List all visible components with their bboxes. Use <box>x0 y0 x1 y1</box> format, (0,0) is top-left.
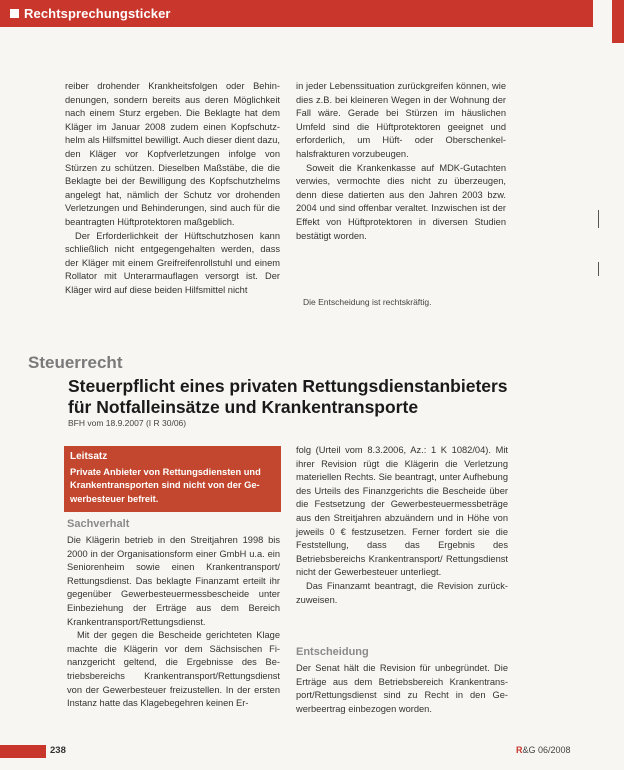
sachverhalt-heading: Sachverhalt <box>67 518 130 530</box>
corner-strip <box>612 0 624 43</box>
court-reference: BFH vom 18.9.2007 (I R 30/06) <box>68 418 187 428</box>
leitsatz-box <box>64 446 281 512</box>
paragraph: Der Erforderlichkeit der Hüftschutzhosen kann schließlich nicht entgegengehalten werden, dass der Kläger mit einem Greifreifenrollstuhl und einem Rollator mit Unterarmauflagen versorgt ist. Der Kläger wird auf diese beiden Hilfsmittel nicht <box>65 230 280 295</box>
entscheidung-column <box>296 662 508 716</box>
footer-bar <box>0 745 46 758</box>
paragraph: Der Senat hält die Revision für unbegründet. Die Erträge aus dem Betriebsbereich Krankentransport/Rettungsdienst sind zu Recht in den Gewerbeertrag einbezogen worden. <box>296 663 508 714</box>
ruling-note: Die Entscheidung ist rechtskräftig. <box>303 297 432 307</box>
upper-right-column <box>296 80 506 243</box>
paragraph: Die Klägerin betrieb in den Streitjahren 1998 bis 2000 in der Organisationsform einer GmbH u.a. ein Seniorenheim sowie einen Krankentransport/ Rettungsdienst. Das beklagte Finanzamt erteilt ihr gegenüber Gewerbesteuermessbescheide unter Einbeziehung der Erträge aus dem Bereich Krankentransport/Rettungsdienst. <box>67 535 280 627</box>
paragraph: Soweit die Krankenkasse auf MDK-Gutachten verwies, vermochte dies nicht zu überzeugen, denn diese datierten aus den Jahren 2003 bzw. 2004 und sind offenbar veraltet. Inzwischen ist der Effekt von Hüftprotektoren in diversen Studien bestätigt worden. <box>296 162 506 241</box>
margin-mark <box>598 262 599 276</box>
journal-issue <box>516 745 571 755</box>
page-number: 238 <box>50 745 66 756</box>
margin-mark <box>598 210 599 228</box>
leitsatz-text: Private Anbieter von Rettungsdiensten und Krankentransporten sind nicht von der Gewerbesteuer befreit. <box>70 467 261 504</box>
lower-left-column <box>67 534 280 711</box>
article-headline: Steuerpflicht eines privaten Rettungsdienstanbieters für Notfalleinsätze und Krankentransporte <box>68 376 508 417</box>
upper-left-column <box>65 80 280 298</box>
paragraph: in jeder Lebenssituation zurückgreifen können, wie dies z.B. bei kleineren Wegen in der Wohnung der Fall wäre. Gerade bei Stürzen im häuslichen Umfeld sind die Hüftprotektoren geeignet und erforderlich, um Hüft- oder Oberschenkelhalsfrakturen vorzubeugen. <box>296 81 506 159</box>
paragraph: Mit der gegen die Bescheide gerichteten Klage machte die Klägerin vor dem Sächsischen Finanzgericht geltend, die Ergebnisse des Betriebsbereichs Krankentransport/Rettungsdienst von der Gewerbesteuer freizustellen. In der ersten Instanz hatte das Klagebegehren keinen Er- <box>67 630 280 709</box>
square-icon <box>10 9 19 18</box>
paragraph: folg (Urteil vom 8.3.2006, Az.: 1 K 1082/04). Mit ihrer Revision rügt die Klägerin die Verletzung materiellen Rechts. Sie beantragt, unter Aufhebung des Urteils des Finanzgerichts die Bescheide über die Festsetzung der Gewerbesteuermessbeträge aus den Streitjahren abzuändern und in Höhe von jeweils 0 € festzusetzen. Ferner fordert sie die Feststellung, dass das Ergebnis des Betriebsbereichs Krankentransport/ Rettungsdienst nicht der Gewerbesteuer unterliegt. <box>296 445 508 578</box>
section-label: Steuerrecht <box>28 353 123 372</box>
header-title: Rechtsprechungsticker <box>24 6 171 21</box>
journal-issue-text: &G 06/2008 <box>522 745 571 755</box>
journal-mark: R <box>516 745 523 755</box>
paragraph: Das Finanzamt beantragt, die Revision zurückzuweisen. <box>296 580 508 605</box>
header-bar <box>0 0 593 27</box>
entscheidung-heading: Entscheidung <box>296 646 369 658</box>
lower-right-column <box>296 444 508 607</box>
leitsatz-label: Leitsatz <box>70 451 108 462</box>
paragraph: reiber drohender Krankheitsfolgen oder Behindenungen, sondern bereits aus deren Möglichkeit nach einem Sturz ergeben. Die Beklagte hat dem Kläger im Januar 2008 zudem einen Kopfschutzhelm als Hilfsmittel bewilligt. Auch dieser dient dazu, den Kläger vor Kopfverletzungen infolge von Stürzen zu schützen. Dieselben Maßstäbe, die die Beklagte bei der Bewilligung des Kopfschutzhelms angelegt hat, nämlich der Schutz vor drohenden Verletzungen und Behinderungen, sind auch für die beantragten Hüftprotektoren maßgeblich. <box>65 81 280 227</box>
